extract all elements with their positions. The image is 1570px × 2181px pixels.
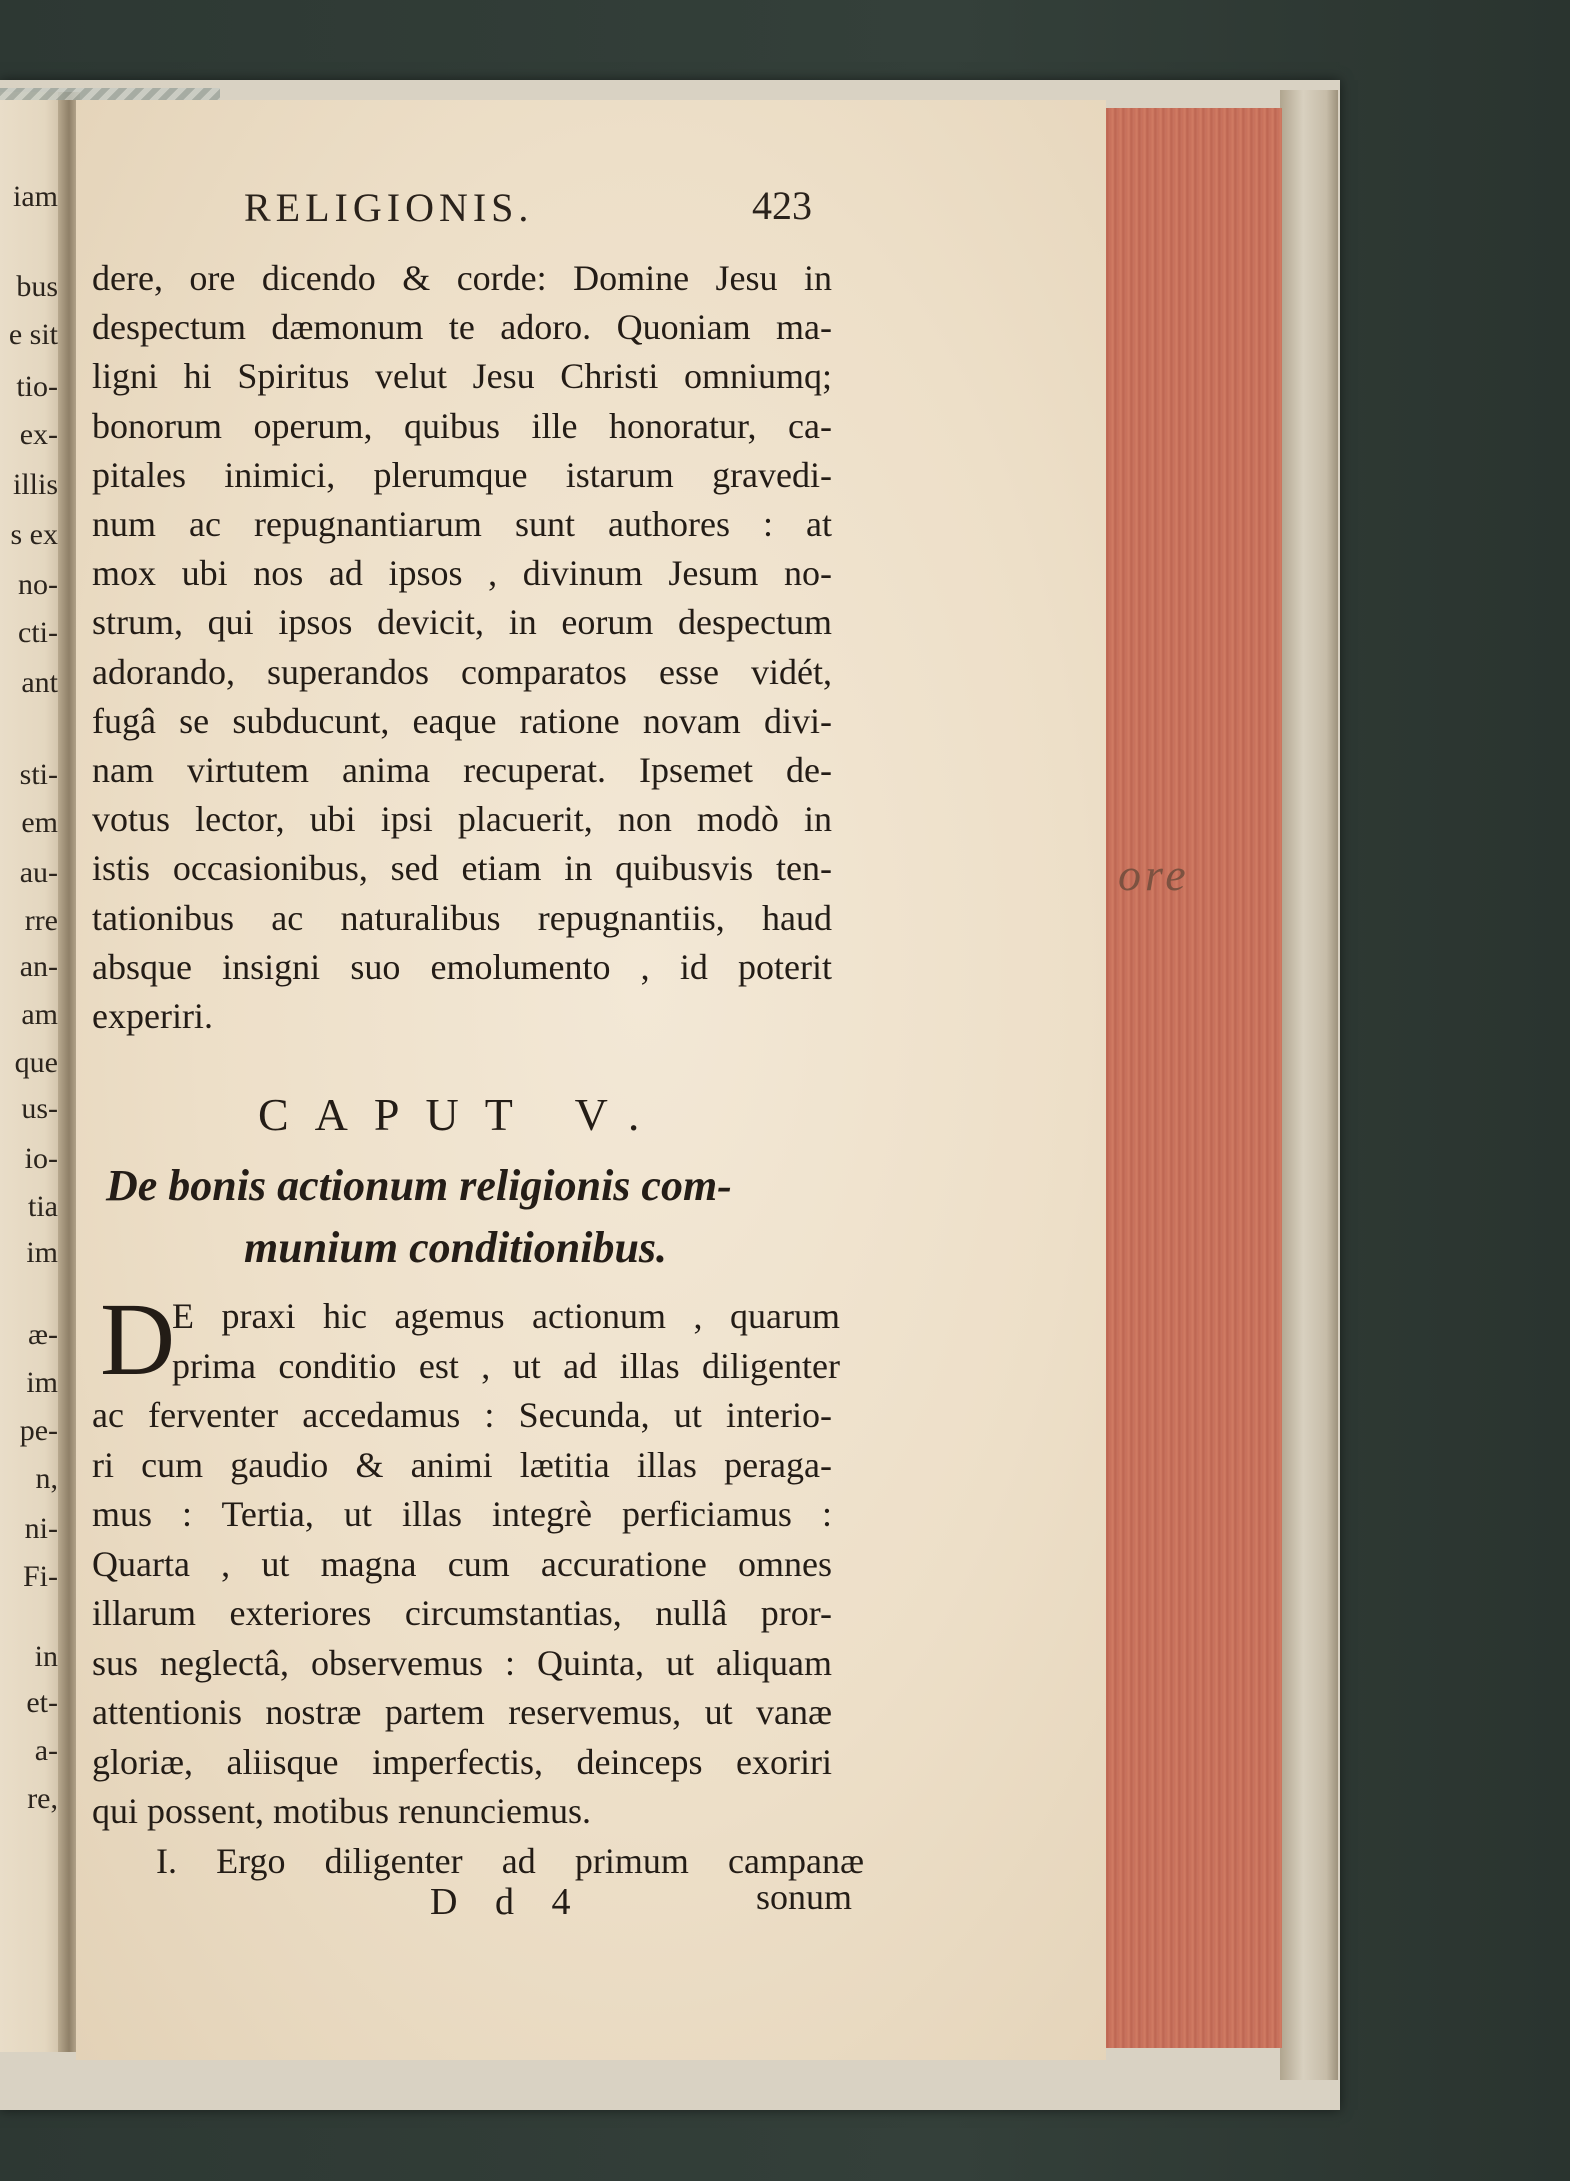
- left-page-fragment-text: s ex: [10, 518, 58, 551]
- paragraph-line: ac ferventer accedamus : Secunda, ut interio-: [92, 1395, 832, 1435]
- paragraph-line: illarum exteriores circumstantias, nullâ pror-: [92, 1593, 832, 1633]
- left-page-fragment-text: illis: [12, 468, 58, 501]
- left-page-fragment-text: im: [26, 1236, 58, 1269]
- drop-cap: D: [100, 1282, 176, 1397]
- left-page-fragment-text: tio-: [16, 370, 58, 403]
- paragraph-line: ri cum gaudio & animi lætitia illas peraga-: [92, 1445, 832, 1485]
- left-page-fragment-text: em: [21, 806, 58, 839]
- left-page-fragment-text: no-: [18, 568, 58, 601]
- cover-edge: [1280, 90, 1338, 2080]
- left-page-fragment-text: re,: [27, 1782, 58, 1815]
- left-page-fragment-text: io-: [24, 1142, 58, 1175]
- paragraph-line: gloriæ, aliisque imperfectis, deinceps exoriri: [92, 1742, 832, 1782]
- paragraph-line: attentionis nostræ partem reservemus, ut vanæ: [92, 1692, 832, 1732]
- left-page-fragment-text: an-: [19, 950, 58, 983]
- paragraph-line: sus neglectâ, observemus : Quinta, ut aliquam: [92, 1643, 832, 1683]
- body-line: experiri.: [92, 996, 213, 1036]
- paragraph-line: E praxi hic agemus actionum , quarum: [172, 1296, 840, 1336]
- left-page-fragment-text: ni-: [24, 1512, 58, 1545]
- paragraph-line: qui possent, motibus renunciemus.: [92, 1791, 591, 1831]
- body-line: votus lector, ubi ipsi placuerit, non modò in: [92, 799, 832, 839]
- running-header: RELIGIONIS.: [244, 185, 534, 230]
- left-page-fragment-text: bus: [16, 270, 58, 303]
- left-page-fragment-text: ex-: [19, 418, 58, 451]
- page-number: 423: [752, 183, 812, 228]
- left-page-fragment-text: Fi-: [22, 1560, 58, 1593]
- paragraph-line: mus : Tertia, ut illas integrè perficiamus :: [92, 1494, 832, 1534]
- margin-handwriting: ore: [1118, 849, 1190, 900]
- body-line: dere, ore dicendo & corde: Domine Jesu in: [92, 258, 832, 298]
- left-page-fragment-text: us-: [21, 1092, 58, 1125]
- body-line: num ac repugnantiarum sunt authores : at: [92, 504, 832, 544]
- left-page-fragment: [0, 92, 64, 2052]
- binding-thread: [0, 88, 220, 100]
- signature-mark: D d 4: [430, 1881, 585, 1923]
- paragraph-line: Quarta , ut magna cum accuratione omnes: [92, 1544, 832, 1584]
- left-page-fragment-text: n,: [35, 1462, 58, 1495]
- paragraph-line: prima conditio est , ut ad illas diligenter: [172, 1346, 840, 1386]
- left-page-fragment-text: am: [21, 998, 58, 1031]
- left-page-fragment-text: cti-: [18, 616, 58, 649]
- left-page-fragment-text: æ-: [28, 1318, 58, 1351]
- body-line: fugâ se subducunt, eaque ratione novam divi-: [92, 701, 832, 741]
- body-line: istis occasionibus, sed etiam in quibusvis ten-: [92, 848, 832, 888]
- left-page-fragment-text: rre: [24, 904, 58, 937]
- body-line: despectum dæmonum te adoro. Quoniam ma-: [92, 307, 832, 347]
- left-page-fragment-text: et-: [26, 1686, 58, 1719]
- paragraph-line: I. Ergo diligenter ad primum campanæ: [156, 1841, 864, 1881]
- body-line: nam virtutem anima recuperat. Ipsemet de-: [92, 750, 832, 790]
- body-line: bonorum operum, quibus ille honoratur, ca-: [92, 406, 832, 446]
- left-page-fragment-text: ant: [21, 666, 58, 699]
- chapter-heading: CAPUT V.: [258, 1089, 666, 1140]
- chapter-subtitle-line2: munium conditionibus.: [244, 1223, 668, 1272]
- body-line: mox ubi nos ad ipsos , divinum Jesum no-: [92, 553, 832, 593]
- left-page-fragment-text: sti-: [19, 758, 58, 791]
- catchword: sonum: [756, 1877, 853, 1917]
- page-edge-red: [1100, 108, 1282, 2048]
- body-line: ligni hi Spiritus velut Jesu Christi omniumq;: [92, 356, 832, 396]
- left-page-fragment-text: tia: [28, 1190, 58, 1223]
- body-line: tationibus ac naturalibus repugnantiis, haud: [92, 898, 832, 938]
- body-line: pitales inimici, plerumque istarum gravedi-: [92, 455, 832, 495]
- body-line: strum, qui ipsos devicit, in eorum despectum: [92, 602, 832, 642]
- left-page-fragment-text: que: [14, 1046, 58, 1079]
- left-page-fragment-text: iam: [13, 180, 58, 213]
- body-line: adorando, superandos comparatos esse vidét,: [92, 652, 832, 692]
- body-line: absque insigni suo emolumento , id poterit: [92, 947, 832, 987]
- left-page-fragment-text: a-: [34, 1734, 58, 1767]
- left-page-fragment-text: au-: [19, 856, 58, 889]
- chapter-subtitle-line1: De bonis actionum religionis com-: [106, 1161, 732, 1210]
- left-page-fragment-text: pe-: [19, 1414, 58, 1447]
- left-page-fragment-text: im: [26, 1366, 58, 1399]
- left-page-fragment-text: in: [34, 1640, 58, 1673]
- left-page-fragment-text: e sit: [8, 318, 58, 351]
